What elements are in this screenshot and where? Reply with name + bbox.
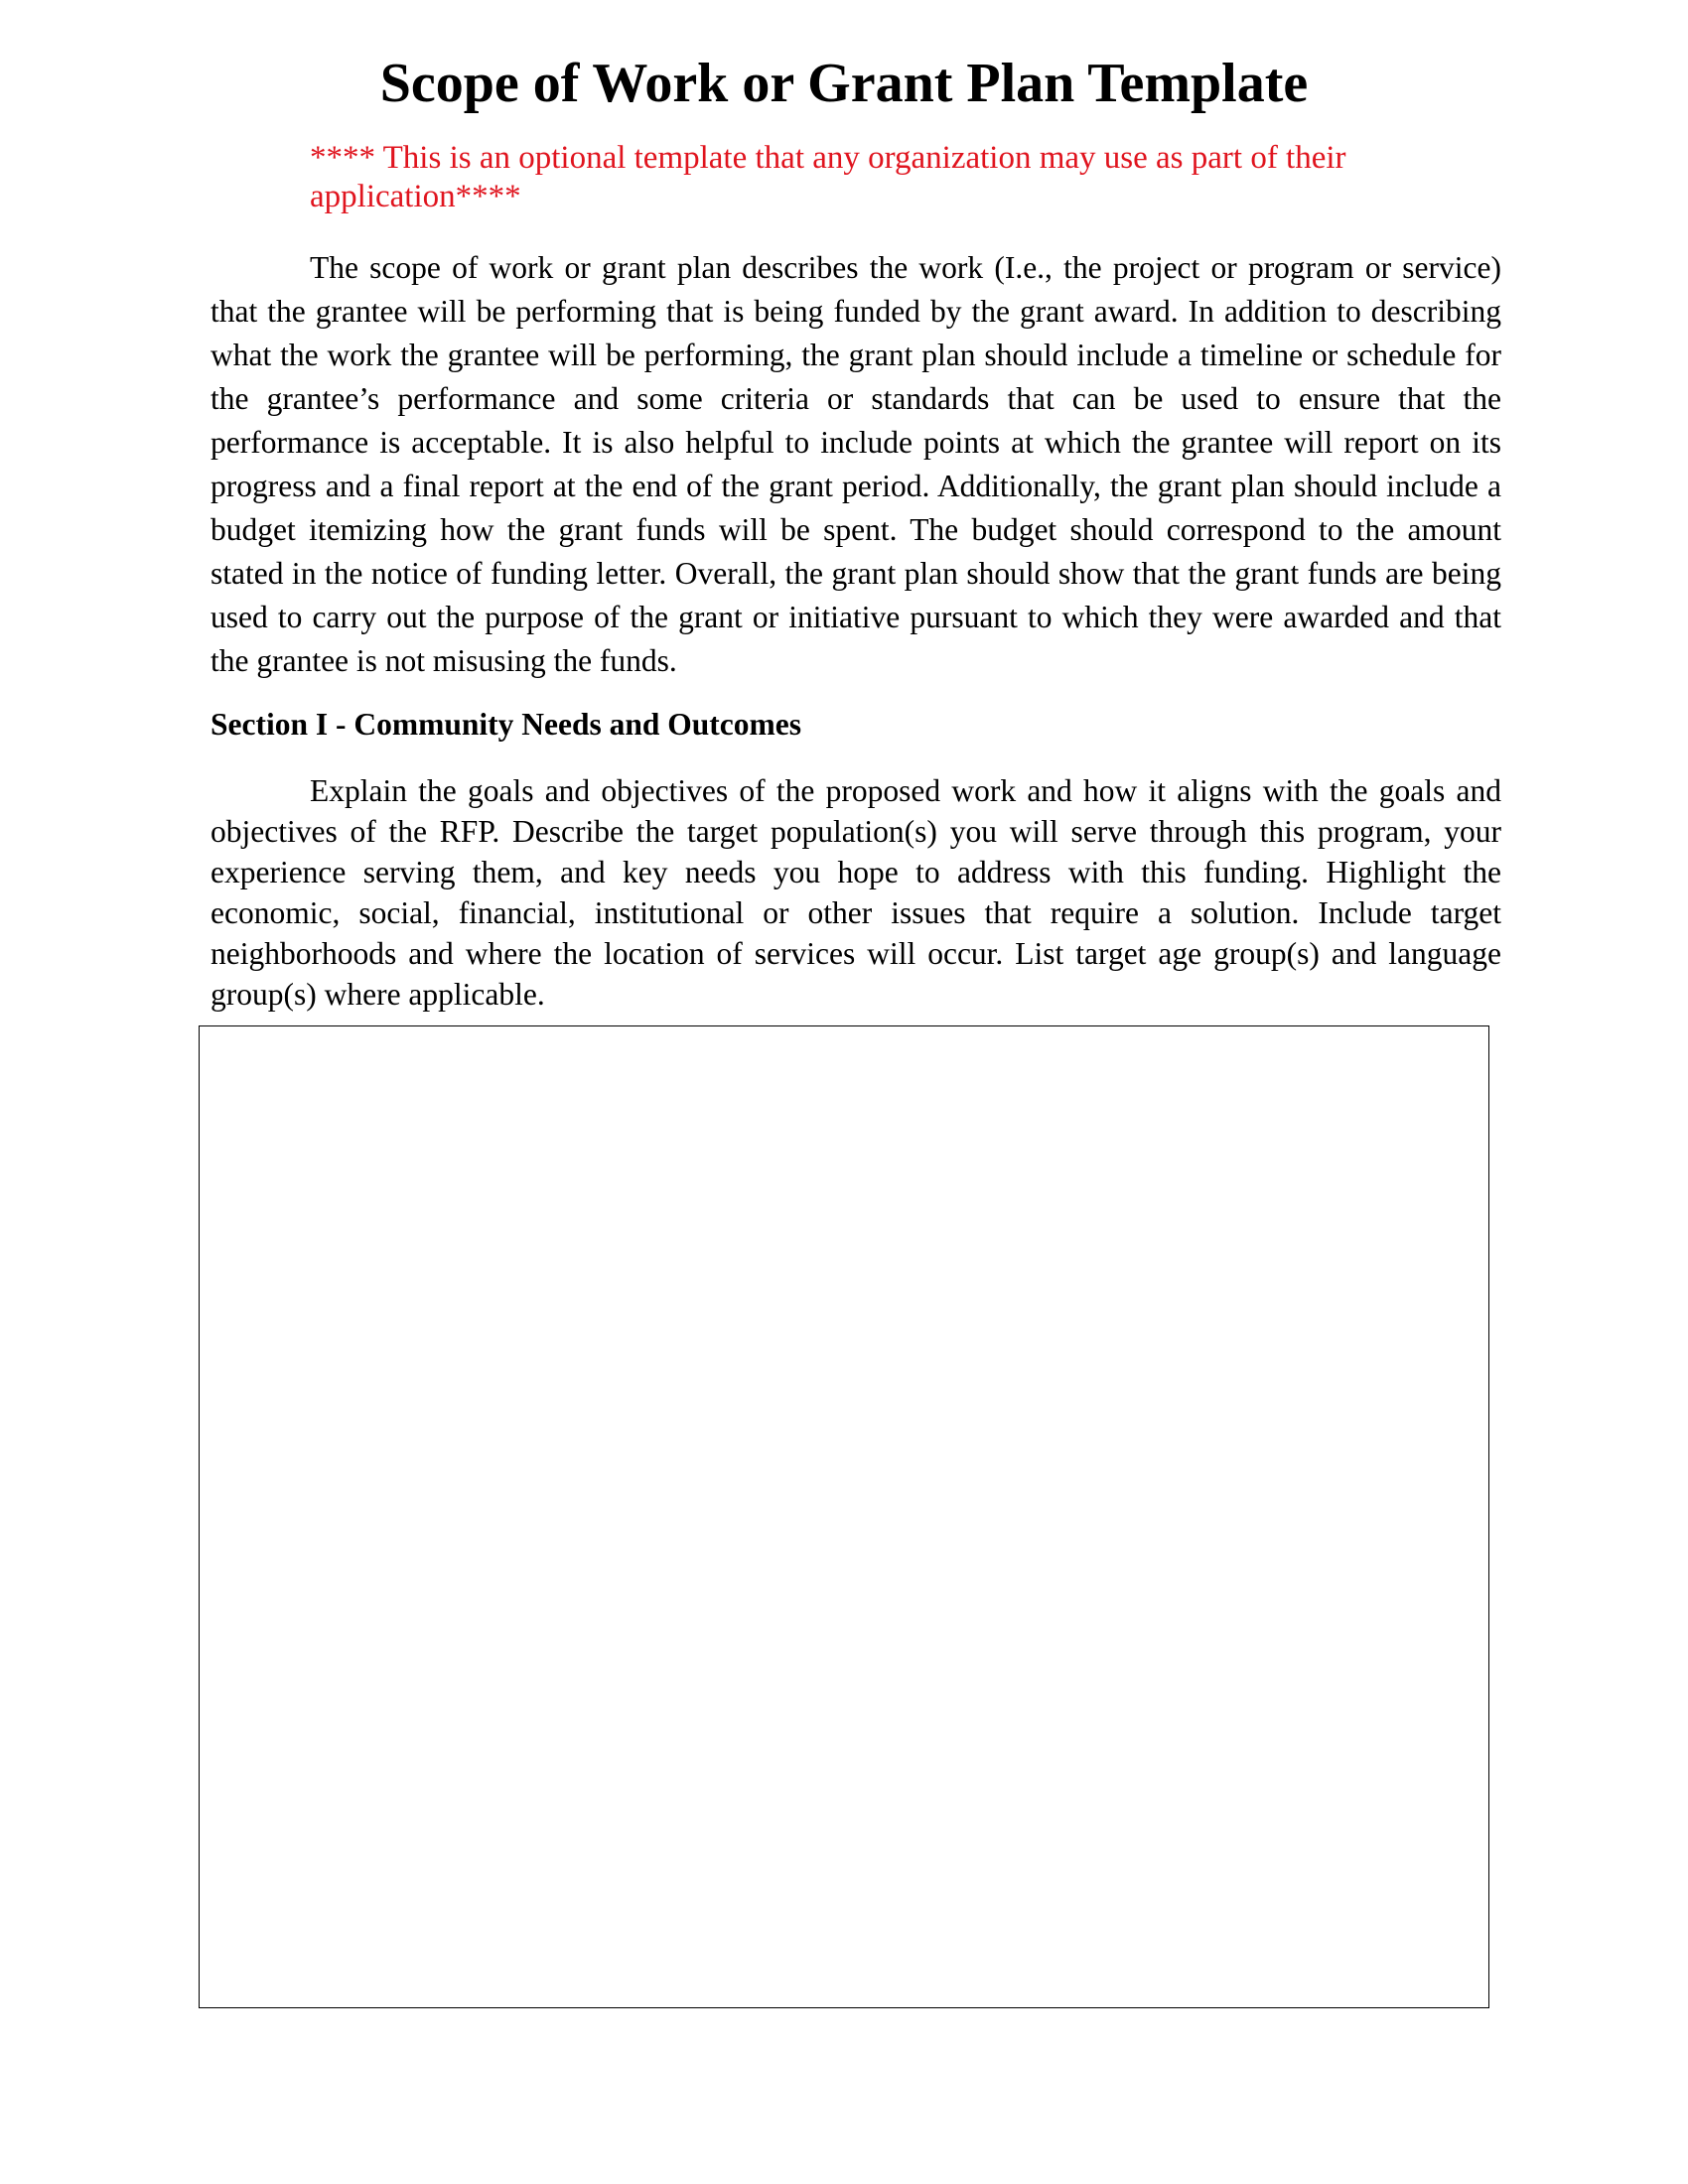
response-text-box[interactable] bbox=[199, 1025, 1489, 2008]
optional-template-note: **** This is an optional template that any organization may use as part of their application**** bbox=[310, 140, 1346, 214]
section-heading: Section I - Community Needs and Outcomes bbox=[211, 707, 801, 742]
page-title: Scope of Work or Grant Plan Template bbox=[379, 53, 1309, 114]
section-instructions: Explain the goals and objectives of the proposed work and how it aligns with the goals and objectives of the RFP. Describe the target population(s) you will serve through this program, your experience serving them, and key needs you hope to address with this funding. Highlight the economic, social, financial, institutional or other issues that require a solution. Include target neighborhoods and where the location of services will occur. List target age group(s) and language group(s) where applicable. bbox=[211, 773, 1501, 1012]
intro-paragraph: The scope of work or grant plan describes the work (I.e., the project or program or service) that the grantee will be performing that is being funded by the grant award. In addition to describing what the work the grantee will be performing, the grant plan should include a timeline or schedule for the grantee’s performance and some criteria or standards that can be used to ensure that the performance is acceptable. It is also helpful to include points at which the grantee will report on its progress and a final report at the end of the grant period. Additionally, the grant plan should include a budget itemizing how the grant funds will be spent. The budget should correspond to the amount stated in the notice of funding letter. Overall, the grant plan should show that the grant funds are being used to carry out the purpose of the grant or initiative pursuant to which they were awarded and that the grantee is not misusing the funds. bbox=[211, 250, 1501, 678]
